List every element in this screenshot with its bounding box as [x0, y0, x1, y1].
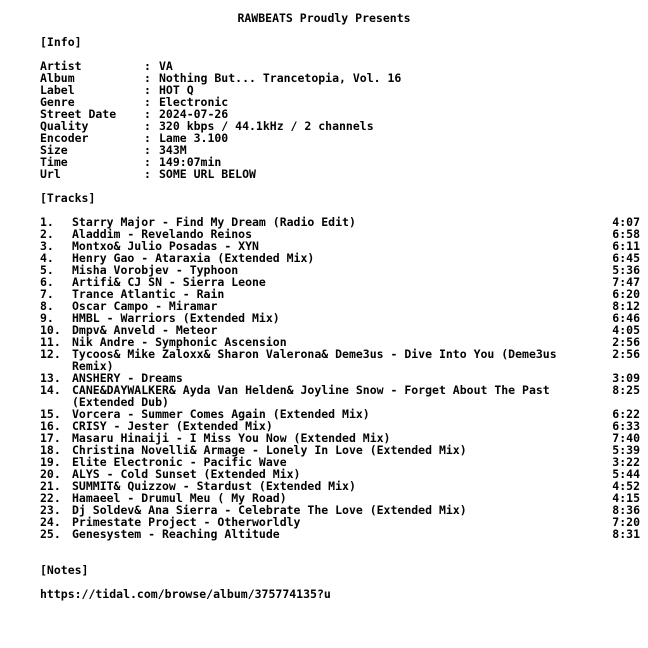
track-title: SUMMIT& Quizzow - Stardust (Extended Mix) — [72, 479, 356, 493]
track-title: CRISY - Jester (Extended Mix) — [72, 419, 273, 433]
track-duration: 8:25 — [612, 383, 640, 397]
info-value: 320 kbps / 44.1kHz / 2 channels — [159, 119, 374, 133]
track-title: Montxo& Julio Posadas - XYN — [72, 239, 259, 253]
track-duration: 3:09 — [612, 371, 640, 385]
track-title: ALYS - Cold Sunset (Extended Mix) — [72, 467, 301, 481]
track-number: 12. — [40, 347, 61, 361]
track-duration: 2:56 — [612, 347, 640, 361]
info-separator: : — [144, 83, 151, 97]
info-key: Label — [40, 83, 75, 97]
track-number: 7. — [40, 287, 54, 301]
track-duration: 4:05 — [612, 323, 640, 337]
track-duration: 7:20 — [612, 515, 640, 529]
info-value: VA — [159, 59, 173, 73]
info-value: 149:07min — [159, 155, 222, 169]
track-title: CANE&DAYWALKER& Ayda Van Helden& Joyline Snow - Forget About The Past (Extended Dub) — [72, 383, 550, 409]
notes-section-header: [Notes] — [40, 563, 89, 577]
track-title: ANSHERY - Dreams — [72, 371, 183, 385]
track-title: Genesystem - Reaching Altitude — [72, 527, 280, 541]
track-duration: 8:31 — [612, 527, 640, 541]
track-duration: 7:40 — [612, 431, 640, 445]
track-number: 19. — [40, 455, 61, 469]
info-key: Url — [40, 167, 61, 181]
track-title: Oscar Campo - Miramar — [72, 299, 218, 313]
track-title: Dmpv& Anveld - Meteor — [72, 323, 218, 337]
notes-url: https://tidal.com/browse/album/375774135?u — [40, 587, 331, 601]
track-row — [40, 348, 640, 372]
info-value: Nothing But... Trancetopia, Vol. 16 — [159, 71, 402, 85]
track-number: 14. — [40, 383, 61, 397]
track-number: 4. — [40, 251, 54, 265]
track-number: 23. — [40, 503, 61, 517]
track-duration: 4:07 — [612, 215, 640, 229]
page-title: RAWBEATS Proudly Presents — [237, 11, 411, 25]
track-title: Aladdim - Revelando Reinos — [72, 227, 253, 241]
info-separator: : — [144, 155, 151, 169]
info-block — [40, 59, 402, 181]
info-value: 2024-07-26 — [159, 107, 229, 121]
info-value: Lame 3.100 — [159, 131, 229, 145]
track-title: Tycoos& Mike Zaloxx& Sharon Valerona& Deme3us - Dive Into You (Deme3us Remix) — [72, 347, 557, 373]
info-separator: : — [144, 59, 151, 73]
track-title: Hamaeel - Drumul Meu ( My Road) — [72, 491, 287, 505]
track-number: 10. — [40, 323, 61, 337]
track-duration: 3:22 — [612, 455, 640, 469]
track-number: 22. — [40, 491, 61, 505]
track-duration: 6:46 — [612, 311, 640, 325]
track-duration: 6:11 — [612, 239, 640, 253]
track-list — [40, 216, 640, 540]
track-number: 1. — [40, 215, 54, 229]
track-duration: 7:47 — [612, 275, 640, 289]
tracks-section-header: [Tracks] — [40, 191, 96, 205]
info-key: Genre — [40, 95, 75, 109]
track-number: 8. — [40, 299, 54, 313]
track-title: Dj Soldev& Ana Sierra - Celebrate The Love (Extended Mix) — [72, 503, 467, 517]
info-value: SOME URL BELOW — [159, 167, 256, 181]
track-duration: 5:44 — [612, 467, 640, 481]
track-title: Christina Novelli& Armage - Lonely In Love (Extended Mix) — [72, 443, 467, 457]
info-value: Electronic — [159, 95, 229, 109]
track-duration: 6:33 — [612, 419, 640, 433]
track-number: 11. — [40, 335, 61, 349]
info-separator: : — [144, 143, 151, 157]
track-number: 24. — [40, 515, 61, 529]
track-number: 17. — [40, 431, 61, 445]
track-duration: 5:39 — [612, 443, 640, 457]
track-title: Starry Major - Find My Dream (Radio Edit) — [72, 215, 356, 229]
info-key: Size — [40, 143, 68, 157]
info-key: Encoder — [40, 131, 89, 145]
track-title: Vorcera - Summer Comes Again (Extended Mix) — [72, 407, 370, 421]
track-number: 15. — [40, 407, 61, 421]
track-duration: 8:36 — [612, 503, 640, 517]
track-title: Elite Electronic - Pacific Wave — [72, 455, 287, 469]
info-key: Street Date — [40, 107, 117, 121]
track-title: Primestate Project - Otherworldly — [72, 515, 301, 529]
track-duration: 8:12 — [612, 299, 640, 313]
track-duration: 5:36 — [612, 263, 640, 277]
track-title: Masaru Hinaiji - I Miss You Now (Extended Mix) — [72, 431, 391, 445]
info-separator: : — [144, 71, 151, 85]
track-duration: 6:20 — [612, 287, 640, 301]
track-title: HMBL - Warriors (Extended Mix) — [72, 311, 280, 325]
track-title: Artifi& CJ SN - Sierra Leone — [72, 275, 266, 289]
info-key: Album — [40, 71, 75, 85]
track-number: 21. — [40, 479, 61, 493]
track-row — [40, 384, 640, 408]
track-number: 18. — [40, 443, 61, 457]
track-number: 5. — [40, 263, 54, 277]
track-number: 25. — [40, 527, 61, 541]
info-key: Artist — [40, 59, 82, 73]
info-row-url — [40, 167, 256, 181]
info-key: Time — [40, 155, 68, 169]
track-number: 16. — [40, 419, 61, 433]
track-number: 2. — [40, 227, 54, 241]
track-number: 3. — [40, 239, 54, 253]
info-value: HOT Q — [159, 83, 194, 97]
track-number: 6. — [40, 275, 54, 289]
track-title: Trance Atlantic - Rain — [72, 287, 225, 301]
track-duration: 6:45 — [612, 251, 640, 265]
track-duration: 4:52 — [612, 479, 640, 493]
track-number: 9. — [40, 311, 54, 325]
track-title: Henry Gao - Ataraxia (Extended Mix) — [72, 251, 315, 265]
info-separator: : — [144, 119, 151, 133]
track-duration: 6:58 — [612, 227, 640, 241]
info-section-header: [Info] — [40, 35, 82, 49]
info-key: Quality — [40, 119, 89, 133]
track-duration: 2:56 — [612, 335, 640, 349]
info-separator: : — [144, 107, 151, 121]
info-separator: : — [144, 131, 151, 145]
info-separator: : — [144, 95, 151, 109]
info-separator: : — [144, 167, 151, 181]
track-title: Misha Vorobjev - Typhoon — [72, 263, 239, 277]
track-title: Nik Andre - Symphonic Ascension — [72, 335, 287, 349]
info-value: 343M — [159, 143, 187, 157]
track-number: 20. — [40, 467, 61, 481]
track-row — [40, 528, 640, 540]
track-duration: 4:15 — [612, 491, 640, 505]
track-number: 13. — [40, 371, 61, 385]
track-duration: 6:22 — [612, 407, 640, 421]
